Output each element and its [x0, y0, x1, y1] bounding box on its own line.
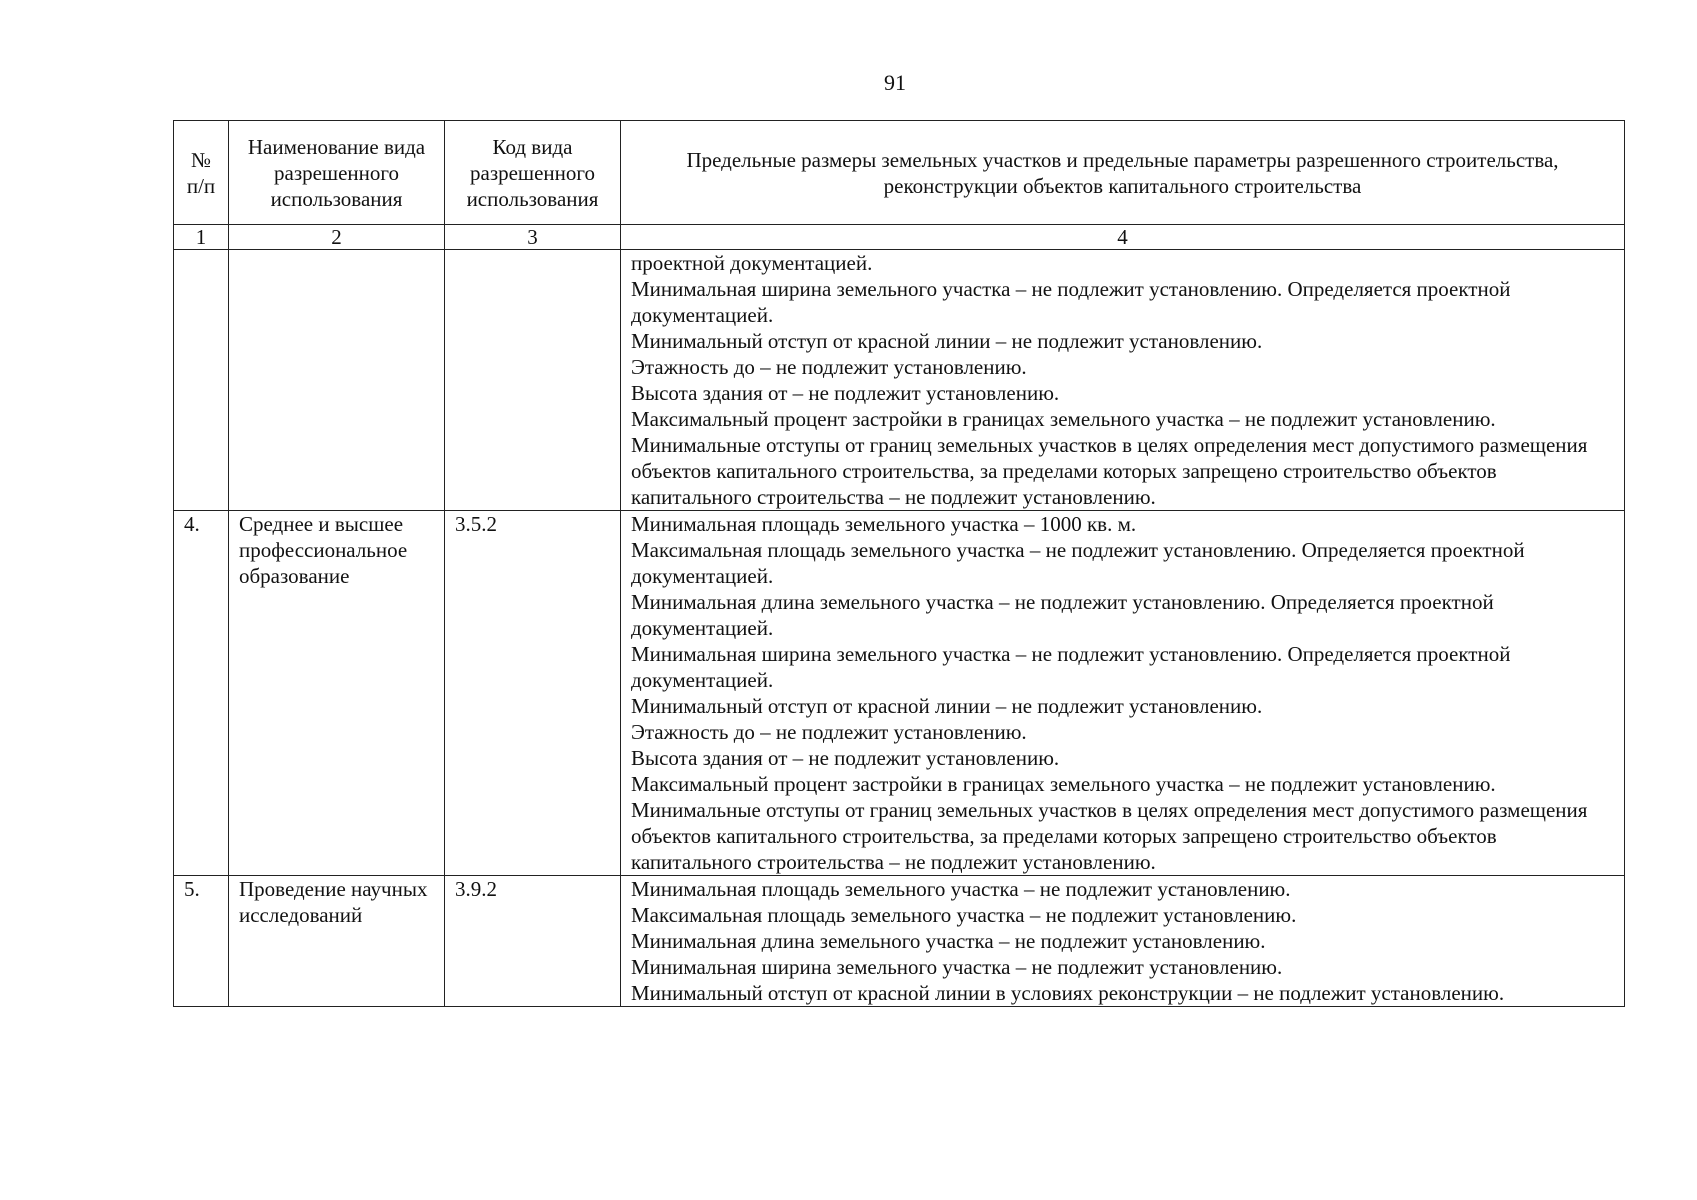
table-header	[174, 121, 1625, 250]
table-row	[174, 250, 1625, 511]
parameter-line: проектной документацией.	[631, 251, 873, 275]
table-row	[174, 876, 1625, 1007]
use-code	[445, 250, 621, 511]
parameter-line: Минимальная ширина земельного участка – не подлежит установлению. Определяется проектной документацией.	[631, 277, 1511, 327]
parameter-line: Минимальная длина земельного участка – не подлежит установлению.	[631, 929, 1266, 953]
column-number: 3	[445, 225, 621, 250]
page-number: 91	[884, 70, 906, 95]
parameters-cell	[621, 250, 1625, 511]
column-number: 4	[621, 225, 1625, 250]
use-name	[229, 250, 445, 511]
parameter-line: Высота здания от – не подлежит установлению.	[631, 746, 1060, 770]
parameter-line: Минимальный отступ от красной линии в условиях реконструкции – не подлежит установлению.	[631, 981, 1505, 1005]
parameter-line: Максимальная площадь земельного участка – не подлежит установлению.	[631, 903, 1297, 927]
use-code: 3.5.2	[445, 511, 621, 876]
parameters-cell	[621, 511, 1625, 876]
table-body	[174, 250, 1625, 1007]
header-number: № п/п	[174, 121, 229, 225]
header-use-name: Наименование вида разрешенного использования	[229, 121, 445, 225]
row-number	[174, 250, 229, 511]
header-parameters: Предельные размеры земельных участков и предельные параметры разрешенного строительства, реконструкции объектов капитального строительства	[621, 121, 1625, 225]
use-name: Проведение научных исследований	[229, 876, 445, 1007]
column-number: 1	[174, 225, 229, 250]
parameter-line: Минимальная ширина земельного участка – не подлежит установлению.	[631, 955, 1283, 979]
parameter-line: Максимальный процент застройки в границах земельного участка – не подлежит установлению.	[631, 772, 1496, 796]
parameters-cell	[621, 876, 1625, 1007]
parameter-line: Максимальный процент застройки в границах земельного участка – не подлежит установлению.	[631, 407, 1496, 431]
parameter-line: Минимальная ширина земельного участка – не подлежит установлению. Определяется проектной документацией.	[631, 642, 1511, 692]
use-name: Среднее и высшее профессиональное образование	[229, 511, 445, 876]
regulations-table	[173, 120, 1625, 1007]
column-number: 2	[229, 225, 445, 250]
table-row	[174, 511, 1625, 876]
parameter-line: Минимальный отступ от красной линии – не подлежит установлению.	[631, 329, 1263, 353]
column-number-row	[174, 225, 1625, 250]
parameter-line: Минимальные отступы от границ земельных участков в целях определения мест допустимого размещения объектов капитального строительства, за пределами которых запрещено строительство объектов капитального строительства – не подлежит установлению.	[631, 433, 1588, 509]
parameter-line: Этажность до – не подлежит установлению.	[631, 720, 1027, 744]
parameter-line: Минимальная площадь земельного участка – 1000 кв. м.	[631, 512, 1137, 536]
use-code: 3.9.2	[445, 876, 621, 1007]
header-row	[174, 121, 1625, 225]
parameter-line: Минимальный отступ от красной линии – не подлежит установлению.	[631, 694, 1263, 718]
parameter-line: Максимальная площадь земельного участка – не подлежит установлению. Определяется проектной документацией.	[631, 538, 1525, 588]
row-number: 5.	[174, 876, 229, 1007]
row-number: 4.	[174, 511, 229, 876]
parameter-line: Минимальные отступы от границ земельных участков в целях определения мест допустимого размещения объектов капитального строительства, за пределами которых запрещено строительство объектов капитального строительства – не подлежит установлению.	[631, 798, 1588, 874]
parameter-line: Этажность до – не подлежит установлению.	[631, 355, 1027, 379]
parameter-line: Минимальная длина земельного участка – не подлежит установлению. Определяется проектной документацией.	[631, 590, 1494, 640]
parameter-line: Высота здания от – не подлежит установлению.	[631, 381, 1060, 405]
header-use-code: Код вида разрешенного использования	[445, 121, 621, 225]
parameter-line: Минимальная площадь земельного участка – не подлежит установлению.	[631, 877, 1291, 901]
